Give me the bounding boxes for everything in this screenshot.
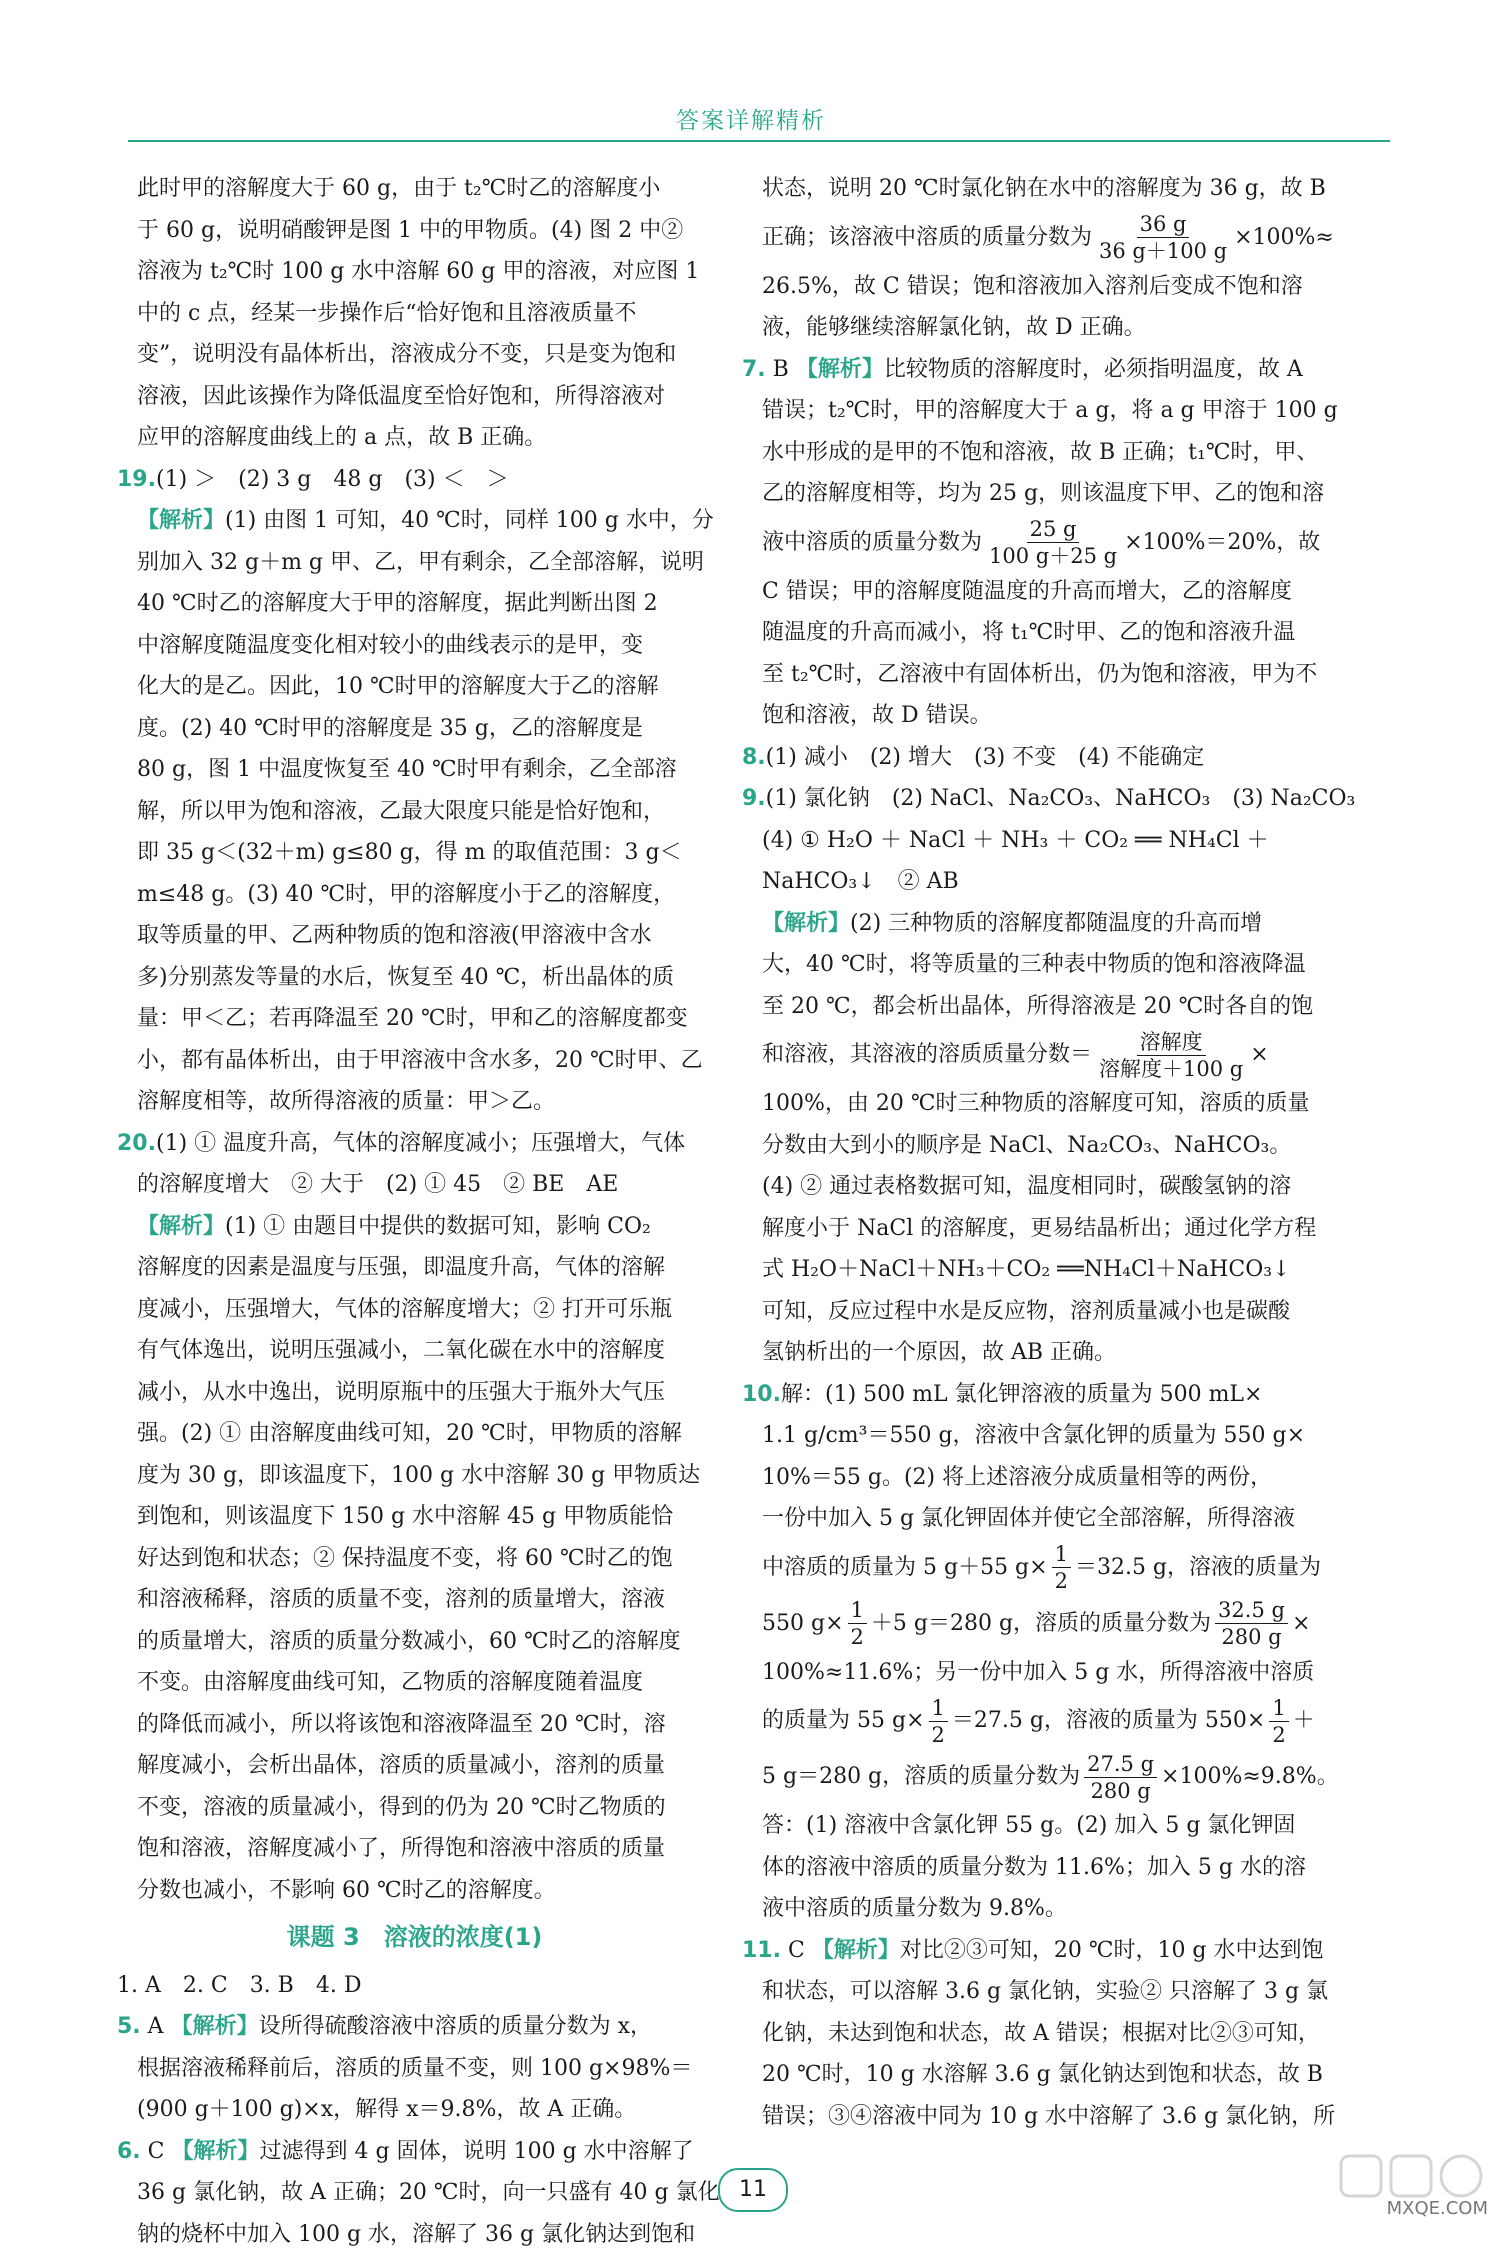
text-line: 液，能够继续溶解氯化钠，故 D 正确。: [762, 307, 1317, 349]
text-line: 饱和溶液，溶解度减小了，所得饱和溶液中溶质的质量: [137, 1828, 692, 1870]
text-line: 度。(2) 40 ℃时甲的溶解度是 35 g，乙的溶解度是: [137, 708, 692, 750]
text-line: 中的 c 点，经某一步操作后“恰好饱和且溶液质量不: [137, 293, 692, 335]
text-line: 40 ℃时乙的溶解度大于甲的溶解度，据此判断出图 2: [137, 583, 692, 625]
question-number: 7.: [742, 357, 766, 382]
text-line: 度减小，压强增大，气体的溶解度增大；② 打开可乐瓶: [137, 1289, 692, 1331]
text-line: 100%，由 20 ℃时三种物质的溶解度可知，溶质的质量: [762, 1083, 1317, 1125]
text-line: 错误；t₂℃时，甲的溶解度大于 a g，将 a g 甲溶于 100 g: [762, 390, 1317, 432]
text-line: 【解析】(1) 由图 1 可知，40 ℃时，同样 100 g 水中，分: [137, 500, 692, 542]
fraction: $\frac{27.5 g}{280 g}$: [1084, 1751, 1157, 1804]
text-line: 状态，说明 20 ℃时氯化钠在水中的溶解度为 36 g，故 B: [762, 168, 1317, 210]
question-11-answer: 11. C 【解析】对比②③可知，20 ℃时，10 g 水中达到饱: [742, 1930, 1317, 1972]
text-line: (4) ② 通过表格数据可知，温度相同时，碳酸氢钠的溶: [762, 1166, 1317, 1208]
question-10-answer: 10.解：(1) 500 mL 氯化钾溶液的质量为 500 mL×: [742, 1374, 1317, 1416]
text-line: 式 H₂O＋NaCl＋NH₃＋CO₂ ══NH₄Cl＋NaHCO₃↓: [762, 1249, 1317, 1291]
analysis-tag: 【解析】: [171, 2014, 259, 2039]
left-column: [137, 168, 692, 2255]
text-line: 度为 30 g，即该温度下，100 g 水中溶解 30 g 甲物质达: [137, 1455, 692, 1497]
text-line: 变”，说明没有晶体析出，溶液成分不变，只是变为饱和: [137, 334, 692, 376]
text-line: 随温度的升高而减小，将 t₁℃时甲、乙的饱和溶液升温: [762, 612, 1317, 654]
text-line: (4) ① H₂O ＋ NaCl ＋ NH₃ ＋ CO₂ ══ NH₄Cl ＋: [762, 820, 1317, 862]
text-line: 分数也减小，不影响 60 ℃时乙的溶解度。: [137, 1870, 692, 1912]
text-line: (900 g＋100 g)×x，解得 x＝9.8%，故 A 正确。: [137, 2089, 692, 2131]
text-line: 化大的是乙。因此，10 ℃时甲的溶解度大于乙的溶解: [137, 666, 692, 708]
text-line: 此时甲的溶解度大于 60 g，由于 t₂℃时乙的溶解度小: [137, 168, 692, 210]
text-line: 强。(2) ① 由溶解度曲线可知，20 ℃时，甲物质的溶解: [137, 1413, 692, 1455]
text-line: 到饱和，则该温度下 150 g 水中溶解 45 g 甲物质能恰: [137, 1496, 692, 1538]
text-line: 的质量增大，溶质的质量分数减小，60 ℃时乙的溶解度: [137, 1621, 692, 1663]
fraction: $\frac{\text{溶解度}}{\text{溶解度＋100 g}}$: [1096, 1029, 1246, 1082]
text-line: 于 60 g，说明硝酸钾是图 1 中的甲物质。(4) 图 2 中②: [137, 210, 692, 252]
text-line: 中溶解度随温度变化相对较小的曲线表示的是甲，变: [137, 625, 692, 667]
text-line: 【解析】(2) 三种物质的溶解度都随温度的升高而增: [762, 903, 1317, 945]
question-number: 11.: [742, 1938, 781, 1963]
question-9-answer: 9.(1) 氯化钠 (2) NaCl、Na₂CO₃、NaHCO₃ (3) Na₂CO₃: [742, 778, 1317, 820]
fraction: $\frac{1}{2}$: [848, 1597, 867, 1650]
question-number: 5.: [117, 2014, 141, 2039]
text-line: C 错误；甲的溶解度随温度的升高而增大，乙的溶解度: [762, 571, 1317, 613]
text-line: 钠的烧杯中加入 100 g 水，溶解了 36 g 氯化钠达到饱和: [137, 2214, 692, 2255]
question-number: 20.: [117, 1131, 156, 1156]
text-line: 可知，反应过程中水是反应物，溶剂质量减小也是碳酸: [762, 1291, 1317, 1333]
text-line: 水中形成的是甲的不饱和溶液，故 B 正确；t₁℃时，甲、: [762, 432, 1317, 474]
question-8-answer: 8.(1) 减小 (2) 增大 (3) 不变 (4) 不能确定: [742, 737, 1317, 779]
text-line: 答：(1) 溶液中含氯化钾 55 g。(2) 加入 5 g 氯化钾固: [762, 1805, 1317, 1847]
text-line: 溶解度的因素是温度与压强，即温度升高，气体的溶解: [137, 1247, 692, 1289]
text-line: 解度减小，会析出晶体，溶质的质量减小，溶剂的质量: [137, 1745, 692, 1787]
page-number: 11: [718, 2168, 788, 2212]
watermark-text: MXQE.COM: [1387, 2198, 1488, 2219]
text-line: NaHCO₃↓ ② AB: [762, 861, 1317, 903]
text-line: 不变。由溶解度曲线可知，乙物质的溶解度随着温度: [137, 1662, 692, 1704]
text-line: 溶液，因此该操作为降低温度至恰好饱和，所得溶液对: [137, 376, 692, 418]
header-title: 答案详解精析: [0, 102, 1502, 135]
fraction: $\frac{36 g}{36 g+100 g}$: [1096, 211, 1230, 264]
analysis-tag: 【解析】: [812, 1938, 900, 1963]
text-line: 化钠，未达到饱和状态，故 A 错误；根据对比②③可知，: [762, 2013, 1317, 2055]
formula-line: 中溶质的质量为 5 g＋55 g× $\frac{1}{2}$ ＝32.5 g，溶液的质量为: [762, 1540, 1317, 1596]
question-5-answer: 5. A 【解析】设所得硫酸溶液中溶质的质量分数为 x，: [117, 2006, 692, 2048]
formula-line: 和溶液，其溶液的溶质质量分数＝ $\frac{\text{溶解度}}{\text{溶解度＋100 g}}$ ×: [762, 1027, 1317, 1083]
text-line: 有气体逸出，说明压强减小，二氧化碳在水中的溶解度: [137, 1330, 692, 1372]
text-line: 和状态，可以溶解 3.6 g 氯化钠，实验② 只溶解了 3 g 氯: [762, 1971, 1317, 2013]
fraction: $\frac{1}{2}$: [1052, 1541, 1071, 1594]
text-line: 和溶液稀释，溶质的质量不变，溶剂的质量增大，溶液: [137, 1579, 692, 1621]
question-number: 8.: [742, 745, 766, 770]
header-divider: [128, 140, 1390, 142]
text-line: 溶液为 t₂℃时 100 g 水中溶解 60 g 甲的溶液，对应图 1: [137, 251, 692, 293]
text-line: 的降低而减小，所以将该饱和溶液降温至 20 ℃时，溶: [137, 1704, 692, 1746]
analysis-tag: 【解析】: [796, 357, 884, 382]
text-line: 【解析】(1) ① 由题目中提供的数据可知，影响 CO₂: [137, 1206, 692, 1248]
text-line: 好达到饱和状态；② 保持温度不变，将 60 ℃时乙的饱: [137, 1538, 692, 1580]
text-line: 20 ℃时，10 g 水溶解 3.6 g 氯化钠达到饱和状态，故 B: [762, 2054, 1317, 2096]
analysis-tag: 【解析】: [137, 508, 225, 533]
question-number: 10.: [742, 1382, 781, 1407]
text-line: 体的溶液中溶质的质量分数为 11.6%；加入 5 g 水的溶: [762, 1847, 1317, 1889]
text-line: 1.1 g/cm³＝550 g，溶液中含氯化钾的质量为 550 g×: [762, 1415, 1317, 1457]
text-line: 液中溶质的质量分数为 9.8%。: [762, 1888, 1317, 1930]
text-line: 根据溶液稀释前后，溶质的质量不变，则 100 g×98%＝: [137, 2048, 692, 2090]
fraction: $\frac{1}{2}$: [929, 1695, 948, 1748]
text-line: 10%＝55 g。(2) 将上述溶液分成质量相等的两份，: [762, 1457, 1317, 1499]
question-number: 6.: [117, 2139, 141, 2164]
text-line: 取等质量的甲、乙两种物质的饱和溶液(甲溶液中含水: [137, 915, 692, 957]
formula-line: 正确；该溶液中溶质的质量分数为 $\frac{36 g}{36 g+100 g}$ ×100%≈: [762, 210, 1317, 266]
fraction: $\frac{25 g}{100 g+25 g}$: [986, 516, 1120, 569]
text-line: 大，40 ℃时，将等质量的三种表中物质的饱和溶液降温: [762, 944, 1317, 986]
text-line: 100%≈11.6%；另一份中加入 5 g 水，所得溶液中溶质: [762, 1652, 1317, 1694]
text-line: 80 g，图 1 中温度恢复至 40 ℃时甲有剩余，乙全部溶: [137, 749, 692, 791]
text-line: 分数由大到小的顺序是 NaCl、Na₂CO₃、NaHCO₃。: [762, 1125, 1317, 1167]
question-19-answer: 19.(1) ＞ (2) 3 g 48 g (3) ＜ ＞: [117, 459, 692, 501]
text-line: 别加入 32 g＋m g 甲、乙，甲有剩余，乙全部溶解，说明: [137, 542, 692, 584]
text-line: 多)分别蒸发等量的水后，恢复至 40 ℃，析出晶体的质: [137, 957, 692, 999]
text-line: 不变，溶液的质量减小，得到的仍为 20 ℃时乙物质的: [137, 1787, 692, 1829]
text-line: 的溶解度增大 ② 大于 (2) ① 45 ② BE AE: [137, 1164, 692, 1206]
fraction: $\frac{1}{2}$: [1269, 1695, 1288, 1748]
formula-line: 液中溶质的质量分数为 $\frac{25 g}{100 g+25 g}$ ×100%＝20%，故: [762, 515, 1317, 571]
text-line: 解，所以甲为饱和溶液，乙最大限度只能是恰好饱和，: [137, 791, 692, 833]
question-number: 19.: [117, 467, 156, 492]
text-line: 36 g 氯化钠，故 A 正确；20 ℃时，向一只盛有 40 g 氯化: [137, 2172, 692, 2214]
analysis-tag: 【解析】: [172, 2139, 260, 2164]
text-line: 溶解度相等，故所得溶液的质量：甲＞乙。: [137, 1081, 692, 1123]
text-line: 氢钠析出的一个原因，故 AB 正确。: [762, 1332, 1317, 1374]
text-line: 26.5%，故 C 错误；饱和溶液加入溶剂后变成不饱和溶: [762, 266, 1317, 308]
analysis-tag: 【解析】: [762, 911, 850, 936]
text-line: 一份中加入 5 g 氯化钾固体并使它全部溶解，所得溶液: [762, 1498, 1317, 1540]
analysis-tag: 【解析】: [137, 1214, 225, 1239]
text-line: 小，都有晶体析出，由于甲溶液中含水多，20 ℃时甲、乙: [137, 1040, 692, 1082]
text-line: m≤48 g。(3) 40 ℃时，甲的溶解度小于乙的溶解度，: [137, 874, 692, 916]
multiple-choice-answers: 1. A 2. C 3. B 4. D: [117, 1965, 692, 2007]
formula-line: 5 g＝280 g，溶质的质量分数为 $\frac{27.5 g}{280 g}$ ×100%≈9.8%。: [762, 1749, 1317, 1805]
question-20-answer: 20.(1) ① 温度升高，气体的溶解度减小；压强增大，气体: [117, 1123, 692, 1165]
section-title: 课题 3 溶液的浓度(1): [137, 1917, 692, 1959]
text-line: 乙的溶解度相等，均为 25 g，则该温度下甲、乙的饱和溶: [762, 473, 1317, 515]
text-line: 应甲的溶解度曲线上的 a 点，故 B 正确。: [137, 417, 692, 459]
formula-line: 的质量为 55 g× $\frac{1}{2}$ ＝27.5 g，溶液的质量为 550× $\frac{1}{2}$ ＋: [762, 1693, 1317, 1749]
text-line: 至 20 ℃，都会析出晶体，所得溶液是 20 ℃时各自的饱: [762, 986, 1317, 1028]
text-line: 即 35 g＜(32＋m) g≤80 g，得 m 的取值范围：3 g＜: [137, 832, 692, 874]
formula-line: 550 g× $\frac{1}{2}$ ＋5 g＝280 g，溶质的质量分数为 $\frac{32.5 g}{280 g}$ ×: [762, 1596, 1317, 1652]
right-column: [762, 168, 1317, 2137]
page-header: [0, 0, 1502, 150]
text-line: 饱和溶液，故 D 错误。: [762, 695, 1317, 737]
question-7-answer: 7. B 【解析】比较物质的溶解度时，必须指明温度，故 A: [742, 349, 1317, 391]
text-line: 量：甲＜乙；若再降温至 20 ℃时，甲和乙的溶解度都变: [137, 998, 692, 1040]
text-line: 解度小于 NaCl 的溶解度，更易结晶析出；通过化学方程: [762, 1208, 1317, 1250]
text-line: 错误；③④溶液中同为 10 g 水中溶解了 3.6 g 氯化钠，所: [762, 2096, 1317, 2138]
fraction: $\frac{32.5 g}{280 g}$: [1215, 1597, 1288, 1650]
question-6-answer: 6. C 【解析】过滤得到 4 g 固体，说明 100 g 水中溶解了: [117, 2131, 692, 2173]
text-line: 减小，从水中逸出，说明原瓶中的压强大于瓶外大气压: [137, 1372, 692, 1414]
text-line: 至 t₂℃时，乙溶液中有固体析出，仍为饱和溶液，甲为不: [762, 654, 1317, 696]
question-number: 9.: [742, 786, 766, 811]
